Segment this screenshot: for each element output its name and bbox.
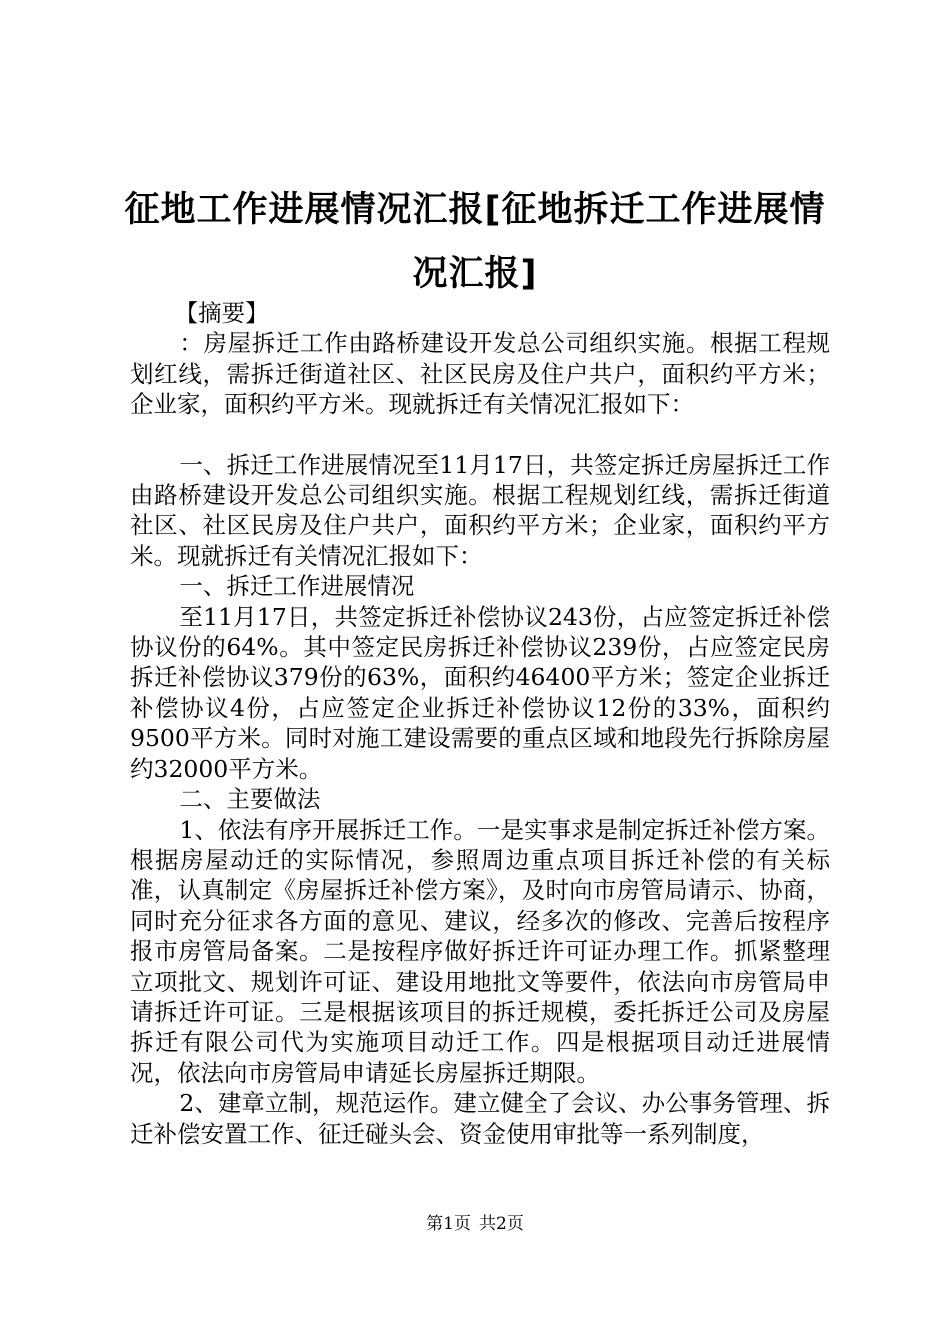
- page-number-current: 第1页: [426, 1214, 471, 1234]
- page-number-total: 共2页: [479, 1214, 524, 1234]
- abstract-paragraph: ：房屋拆迁工作由路桥建设开发总公司组织实施。根据工程规划红线，需拆迁街道社区、社区民房及住户共户，面积约平方米；企业家，面积约平方米。现就拆迁有关情况汇报如下：: [130, 329, 830, 419]
- section-heading-progress: 一、拆迁工作进展情况: [179, 572, 415, 601]
- paragraph-method-1: 1、依法有序开展拆迁工作。一是实事求是制定拆迁补偿方案。根据房屋动迁的实际情况，参照周边重点项目拆迁补偿的有关标准，认真制定《房屋拆迁补偿方案》，及时向市房管局请示、协商，同时充分征求各方面的意见、建议，经多次的修改、完善后按程序报市房管局备案。二是按程序做好拆迁许可证办理工作。抓紧整理立项批文、规划许可证、建设用地批文等要件，依法向市房管局申请拆迁许可证。三是根据该项目的拆迁规模，委托拆迁公司及房屋拆迁有限公司代为实施项目动迁工作。四是根据项目动迁进展情况，依法向市房管局申请延长房屋拆迁期限。: [130, 815, 830, 1087]
- paragraph-progress-detail: 至11月17日，共签定拆迁补偿协议243份，占应签定拆迁补偿协议份的64%。其中签定民房拆迁补偿协议239份，占应签定民房拆迁补偿协议379份的63%，面积约46400平方米；签定企业拆迁补偿协议4份，占应签定企业拆迁补偿协议12份的33%，面积约9500平方米。同时对施工建设需要的重点区域和地段先行拆除房屋约32000平方米。: [130, 602, 830, 783]
- paragraph-progress-summary: 一、拆迁工作进展情况至11月17日，共签定拆迁房屋拆迁工作由路桥建设开发总公司组织实施。根据工程规划红线，需拆迁街道社区、社区民房及住户共户，面积约平方米；企业家，面积约平方米。现就拆迁有关情况汇报如下：: [130, 450, 830, 570]
- document-body: [130, 298, 830, 1149]
- paragraph-gap: [130, 420, 830, 450]
- paragraph-method-2: 2、建章立制，规范运作。建立健全了会议、办公事务管理、拆迁补偿安置工作、征迁碰头会、资金使用审批等一系列制度，: [130, 1089, 830, 1148]
- document-title: 征地工作进展情况汇报[征地拆迁工作进展情况汇报]: [124, 190, 826, 294]
- page-footer: [0, 1212, 950, 1236]
- abstract-label: 【摘要】: [174, 299, 269, 327]
- section-heading-methods: 二、主要做法: [179, 785, 321, 814]
